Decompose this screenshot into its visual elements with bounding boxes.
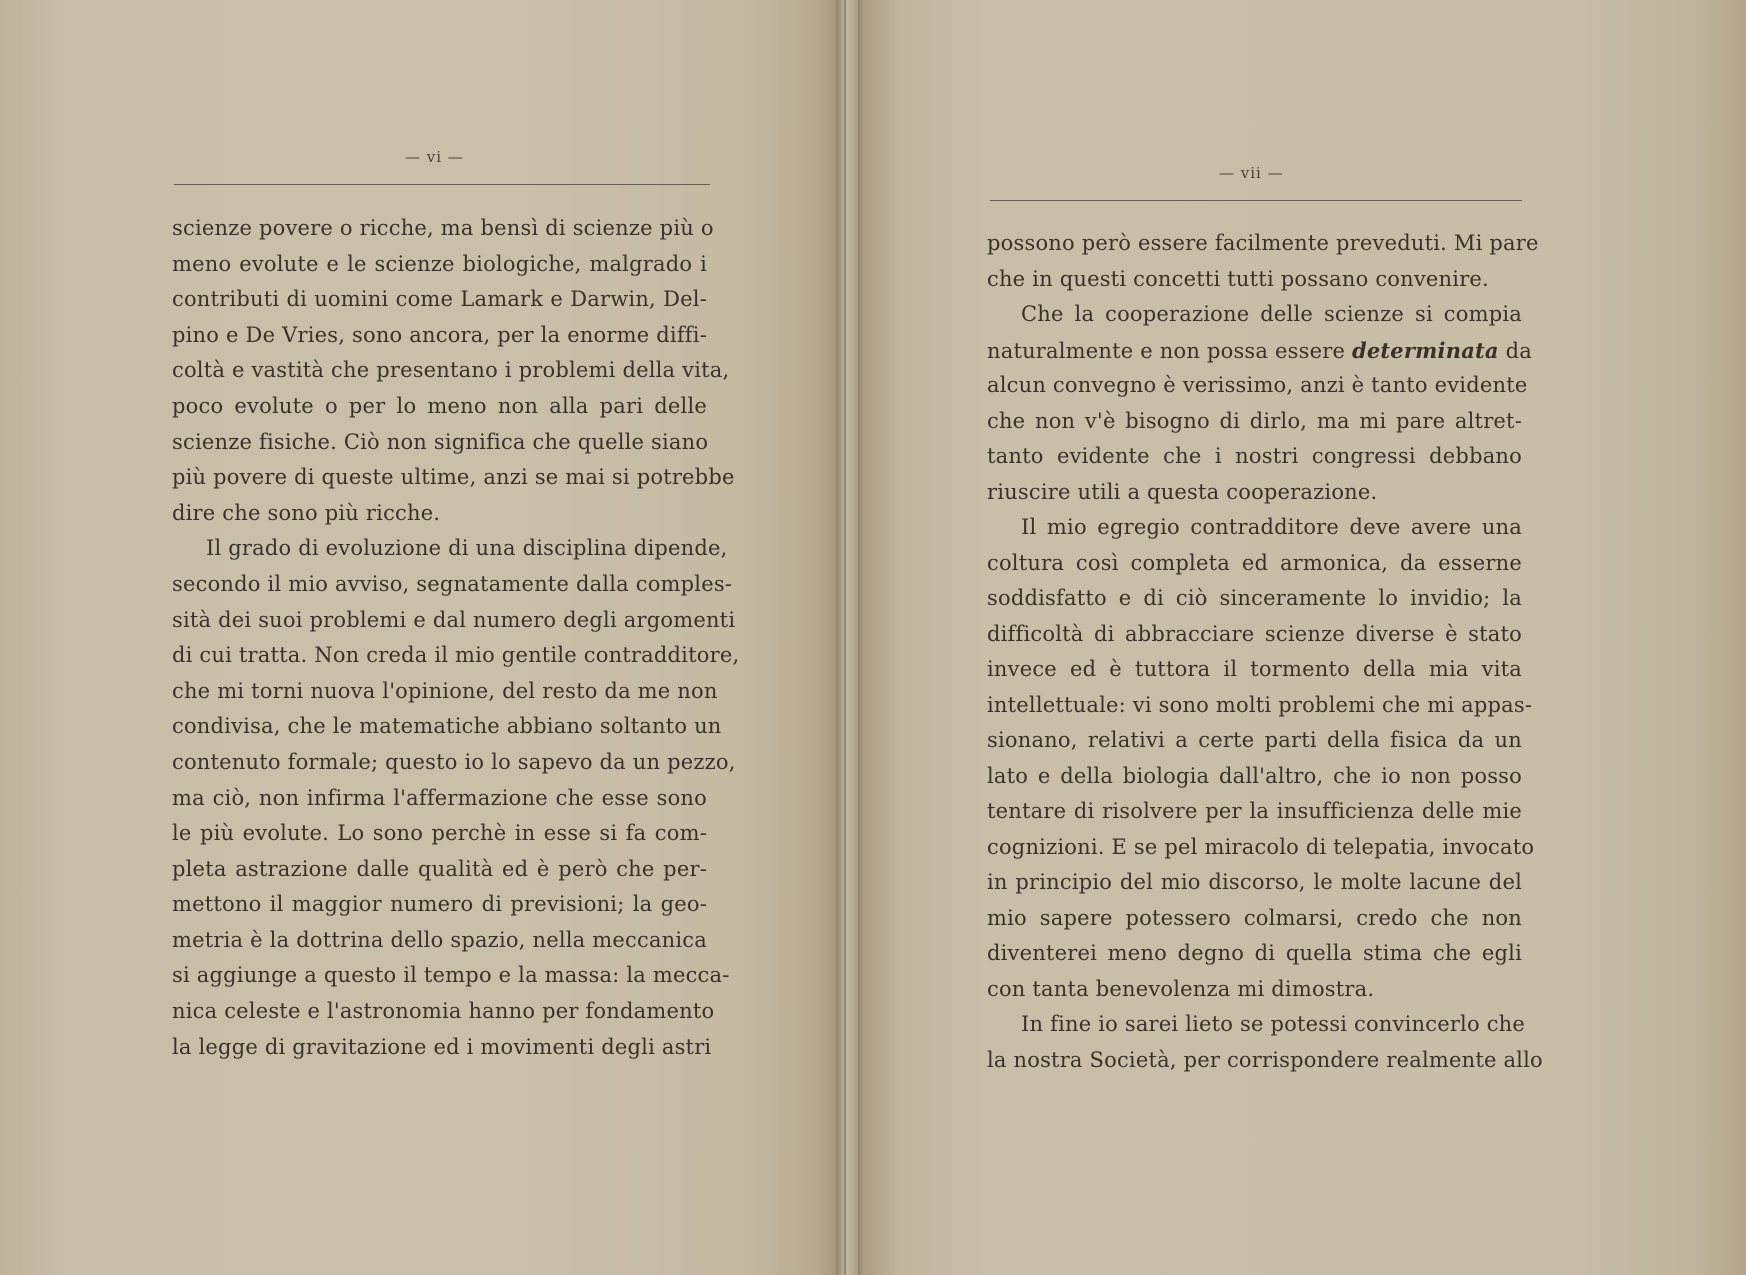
text-line: sità dei suoi problemi e dal numero degli argomenti xyxy=(172,607,736,632)
left-page xyxy=(0,0,842,1275)
text-line: Il grado di evoluzione di una disciplina dipende, xyxy=(206,536,728,561)
text-line: intellettuale: vi sono molti problemi che mi appas- xyxy=(987,692,1533,717)
text-line: che in questi concetti tutti possano convenire. xyxy=(987,266,1489,291)
text-line: in principio del mio discorso, le molte lacune del xyxy=(987,870,1522,894)
left-page-text xyxy=(172,211,740,1065)
text-line: tentare di risolvere per la insufficienza delle mie xyxy=(987,799,1522,823)
text-line: tanto evidente che i nostri congressi debbano xyxy=(987,444,1522,468)
text-line: la legge di gravitazione ed i movimenti degli astri xyxy=(172,1034,712,1059)
right-page xyxy=(862,0,1746,1275)
text-line: metria è la dottrina dello spazio, nella meccanica xyxy=(172,927,707,952)
text-line: le più evolute. Lo sono perchè in esse si fa com- xyxy=(172,821,707,846)
text-line: alcun convegno è verissimo, anzi è tanto evidente xyxy=(987,373,1528,397)
text-line: pleta astrazione dalle qualità ed è però che per- xyxy=(172,856,707,881)
text-line: condivisa, che le matematiche abbiano soltanto un xyxy=(172,714,722,739)
header-rule-right xyxy=(990,200,1522,201)
text-line: più povere di queste ultime, anzi se mai si potrebbe xyxy=(172,465,735,490)
text-line: Che la cooperazione delle scienze si compia xyxy=(1021,302,1522,326)
text-line: scienze povere o ricche, ma bensì di scienze più o xyxy=(172,216,714,240)
text-line: scienze fisiche. Ciò non significa che quelle siano xyxy=(172,429,709,454)
header-rule-left xyxy=(174,184,710,185)
text-line: riuscire utili a questa cooperazione. xyxy=(987,479,1378,504)
text-line: contributi di uomini come Lamark e Darwin, Del- xyxy=(172,287,707,312)
text-line: mettono il maggior numero di previsioni; la geo- xyxy=(172,892,707,917)
text-line: meno evolute e le scienze biologiche, malgrado i xyxy=(172,251,707,276)
text-line: sionano, relativi a certe parti della fisica da un xyxy=(987,728,1522,752)
text-line: mio sapere potessero colmarsi, credo che non xyxy=(987,905,1522,930)
text-line: contenuto formale; questo io lo sapevo da un pezzo, xyxy=(172,749,736,774)
text-line: invece ed è tuttora il tormento della mia vita xyxy=(987,657,1522,681)
text-line: In fine io sarei lieto se potessi convincerlo che xyxy=(1021,1012,1526,1036)
text-line: possono però essere facilmente preveduti. Mi pare xyxy=(987,231,1539,255)
text-line: pino e De Vries, sono ancora, per la enorme diffi- xyxy=(172,322,707,347)
text-line: diventerei meno degno di quella stima che egli xyxy=(987,941,1522,965)
page-number-left: — vi — xyxy=(405,148,464,166)
text-line: che mi torni nuova l'opinione, del resto da me non xyxy=(172,678,718,703)
text-line: lato e della biologia dall'altro, che io non posso xyxy=(987,763,1522,788)
text-line: secondo il mio avviso, segnatamente dalla comples- xyxy=(172,571,733,596)
emphasized-word: determinata xyxy=(1351,337,1499,363)
right-page-text xyxy=(987,226,1543,1078)
text-line: coltura così completa ed armonica, da esserne xyxy=(987,550,1522,575)
text-line: nica celeste e l'astronomia hanno per fondamento xyxy=(172,999,715,1024)
text-line: naturalmente e non possa essere determinata da xyxy=(987,337,1532,363)
text-line: che non v'è bisogno di dirlo, ma mi pare altret- xyxy=(987,408,1522,433)
text-line: dire che sono più ricche. xyxy=(172,500,441,525)
text-line: si aggiunge a questo il tempo e la massa: la mecca- xyxy=(172,963,730,988)
page-number-right: — vii — xyxy=(1219,164,1284,182)
text-line: difficoltà di abbracciare scienze diverse è stato xyxy=(987,621,1522,646)
text-line: ma ciò, non infirma l'affermazione che esse sono xyxy=(172,785,707,810)
text-line: coltà e vastità che presentano i problemi della vita, xyxy=(172,358,730,383)
text-line: la nostra Società, per corrispondere realmente allo xyxy=(987,1047,1543,1072)
text-line: poco evolute o per lo meno non alla pari delle xyxy=(172,393,707,418)
text-line: di cui tratta. Non creda il mio gentile contradditore, xyxy=(172,643,740,668)
text-line: con tanta benevolenza mi dimostra. xyxy=(987,976,1375,1001)
text-line: cognizioni. E se pel miracolo di telepatia, invocato xyxy=(987,834,1535,859)
text-line: Il mio egregio contradditore deve avere una xyxy=(1021,515,1522,539)
text-line: soddisfatto e di ciò sinceramente lo invidio; la xyxy=(987,586,1522,610)
